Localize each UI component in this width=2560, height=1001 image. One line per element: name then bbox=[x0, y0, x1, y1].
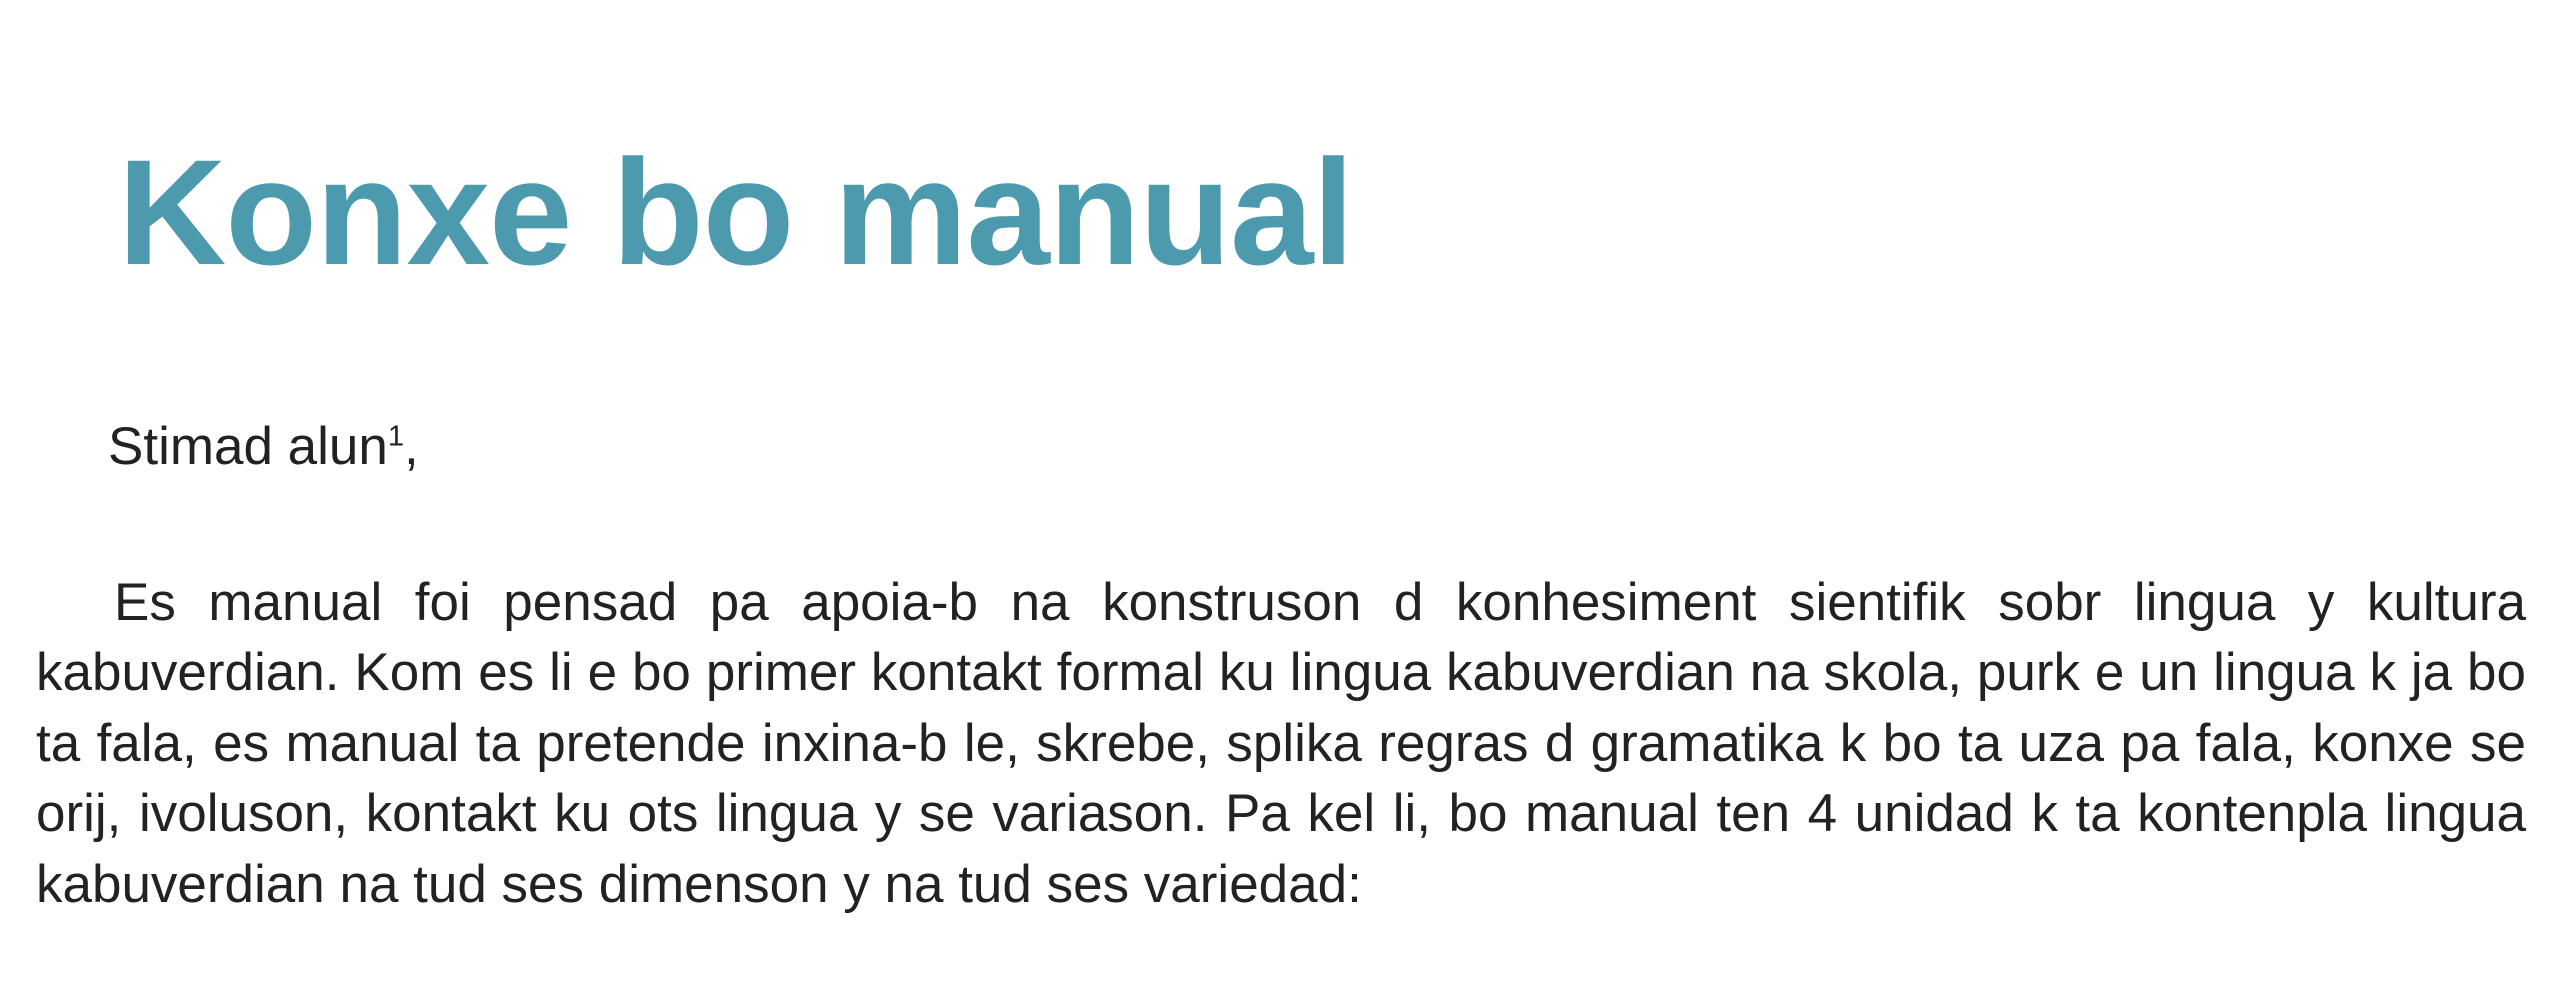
page-title: Konxe bo manual bbox=[118, 127, 1354, 296]
salutation-line bbox=[108, 415, 419, 479]
footnote-marker: 1 bbox=[387, 420, 405, 453]
body-paragraph: Es manual foi pensad pa apoia-b na konstruson d konhesiment sientifik sobr lingua y kultura kabuverdian. Kom es li e bo primer kontakt formal ku lingua kabuverdian na skola, purk e un lingua k ja bo ta fala, es manual ta pretende inxina-b le, skrebe, splika regras d gramatika k bo ta uza pa fala, konxe se orij, ivoluson, kontakt ku ots lingua y se variason. Pa kel li, bo manual ten 4 unidad k ta kontenpla lingua kabuverdian na tud ses dimenson y na tud ses variedad: bbox=[36, 573, 2526, 914]
salutation-text: Stimad alun bbox=[108, 417, 388, 476]
salutation-punctuation: , bbox=[404, 417, 419, 476]
